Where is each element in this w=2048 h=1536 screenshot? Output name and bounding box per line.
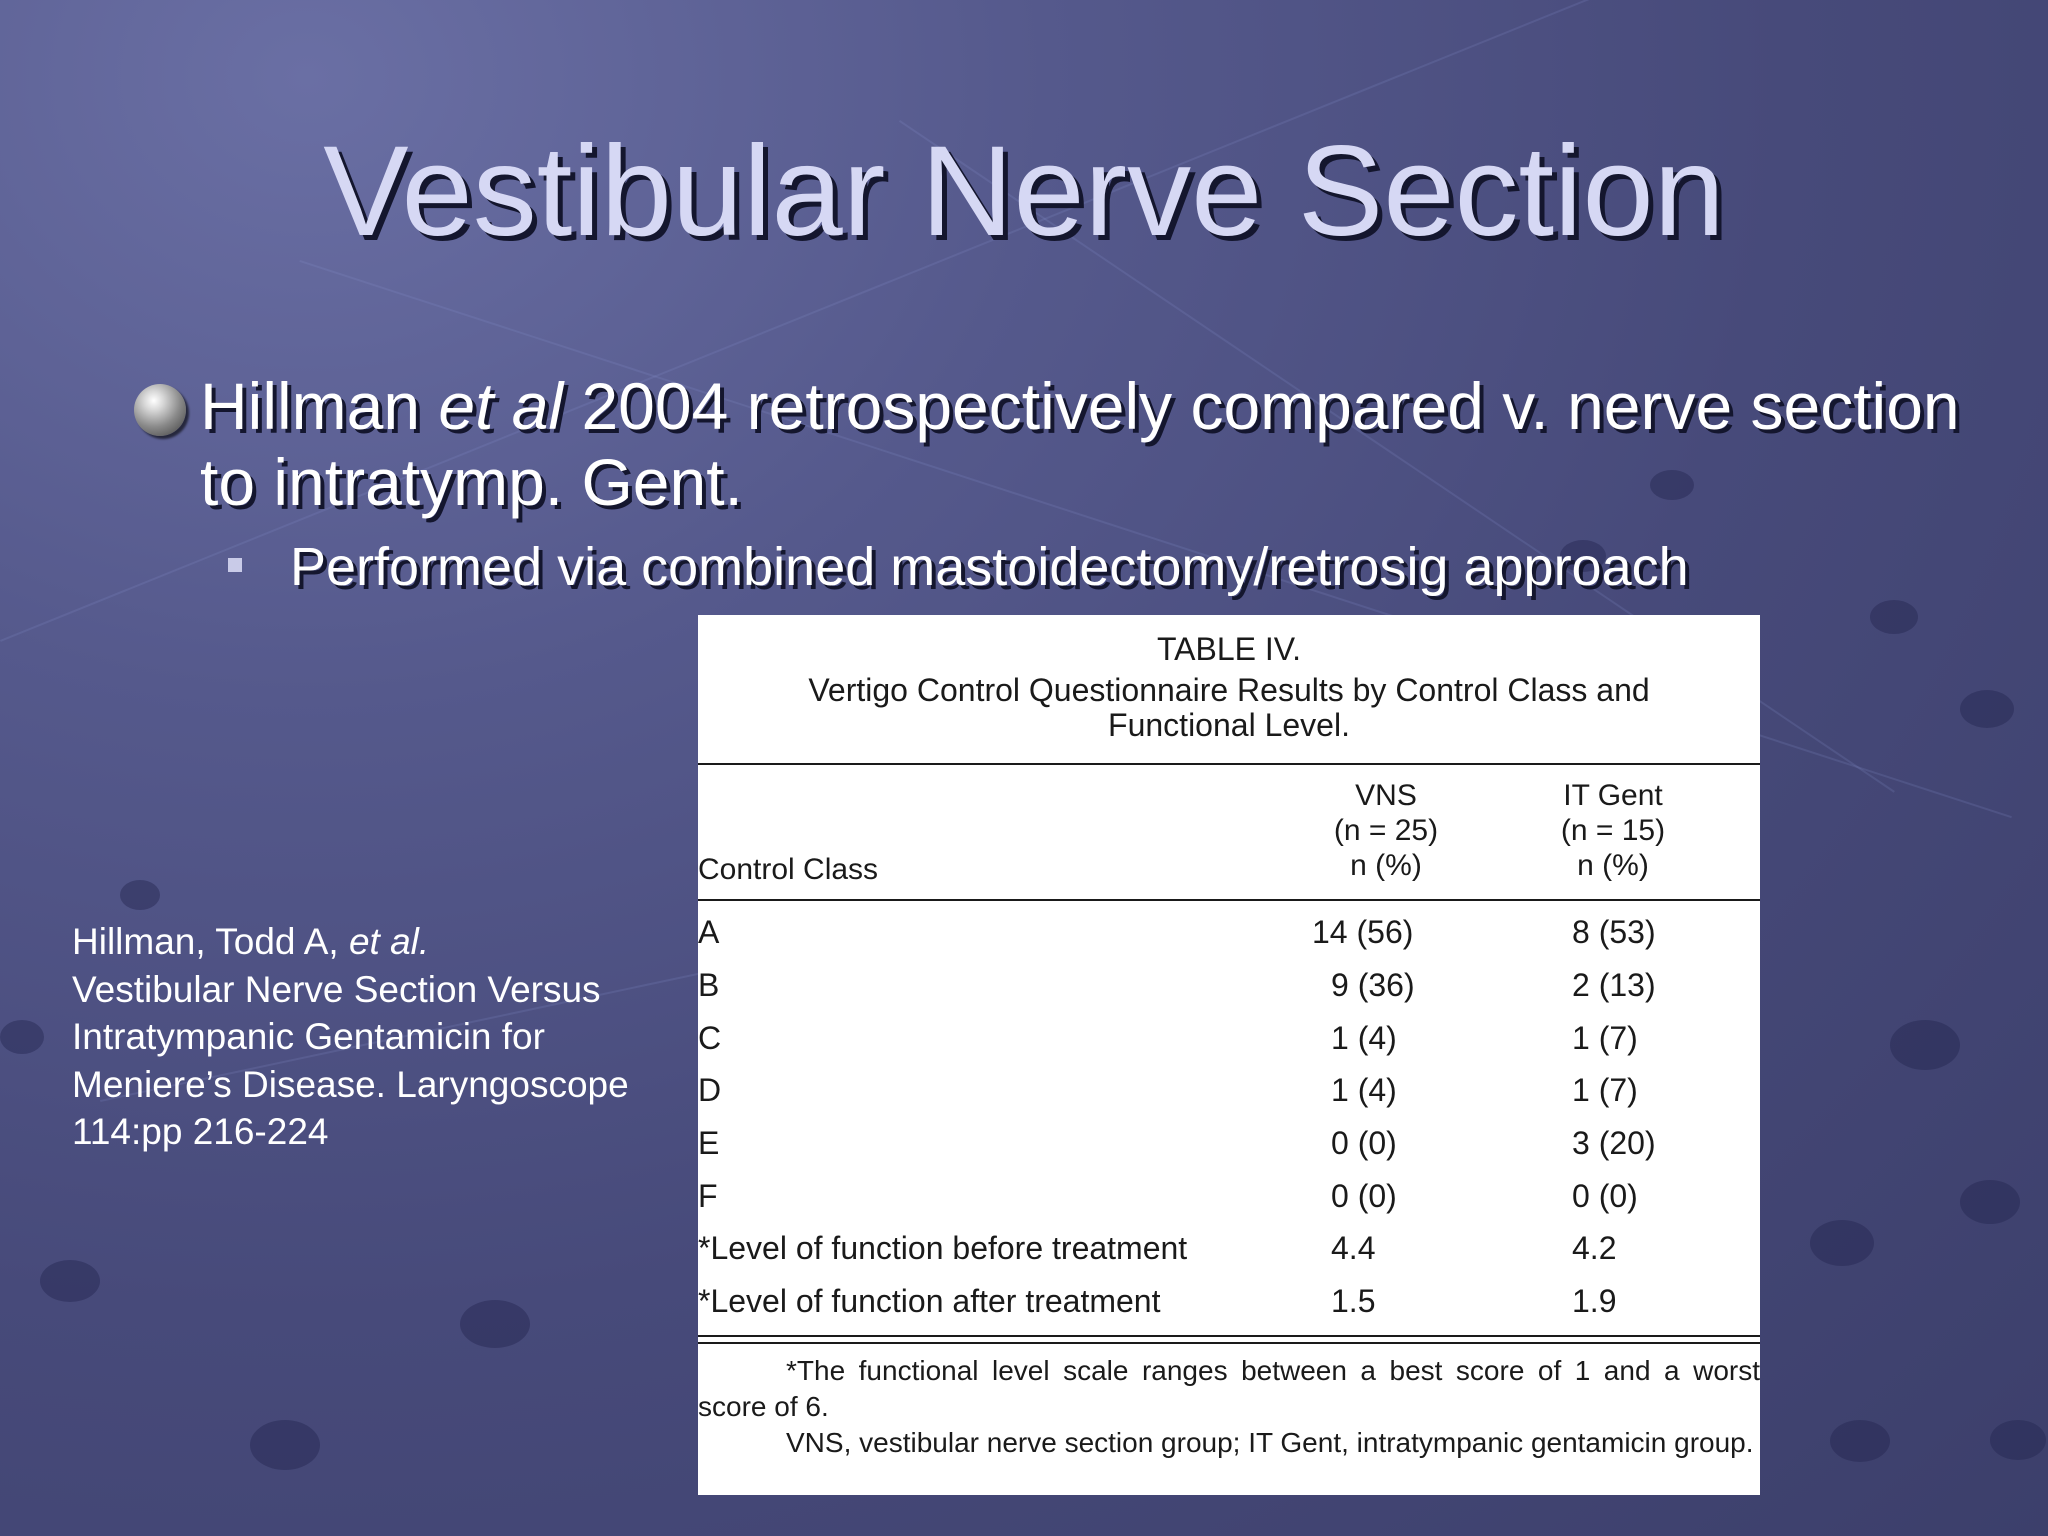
- square-bullet-icon: [228, 558, 242, 572]
- footnote-scale: *The functional level scale ranges between a best score of 1 and a worst score of 6.: [698, 1355, 1760, 1422]
- et-al-italic: et al: [438, 369, 564, 443]
- footnote-abbreviations: VNS, vestibular nerve section group; IT Gent, intratympanic gentamicin group.: [786, 1427, 1754, 1458]
- table-rule-header: [698, 899, 1760, 901]
- header-control-class: Control Class: [698, 853, 879, 886]
- header-vns: VNS (n = 25) n (%): [1333, 779, 1439, 882]
- results-table: TABLE IV. Vertigo Control Questionnaire Results by Control Class and Functional Level. Control Class VNS (n = 25) n (%) IT Gent (n = 15) n (%) A 14 (56) 8 (53) B 9 (36) 2 (13) C 1 (4) 1 (7) D 1 (4) 1 (7) E 0 (0) 3 (20) F 0 (0) 0 (0) *Level of function before treatment 4.4 4.2 *Level of function after treatment 1.5 1.9 *The functional level scale ranges between a best score of 1 and a worst score of 6. VNS, vestibular nerve section group; IT Gent, intratympanic gentamicin group.: [698, 615, 1760, 1495]
- table-footnotes: [698, 1353, 1760, 1461]
- table-caption: Vertigo Control Questionnaire Results by Control Class and Functional Level.: [808, 672, 1650, 743]
- bullet-sub-text: Performed via combined mastoidectomy/retrosig approach: [290, 537, 1689, 597]
- table-rule-bottom-1: [698, 1335, 1760, 1337]
- bullet-main-text: Hillman et al 2004 retrospectively compared v. nerve section to intratymp. Gent.: [200, 369, 1960, 519]
- citation: Hillman, Todd A, et al. Vestibular Nerve Section Versus Intratympanic Gentamicin for Meniere’s Disease. Laryngoscope 114:pp 216-224: [72, 921, 629, 1152]
- slide-title: Vestibular Nerve Section: [323, 120, 1725, 263]
- table-rule-bottom-2: [698, 1342, 1760, 1344]
- sphere-bullet-icon: [134, 384, 186, 436]
- bullet-main: [134, 368, 1994, 520]
- table-rule-top: [698, 763, 1760, 765]
- bullet-sub: [228, 534, 2028, 600]
- table-title: TABLE IV.: [1156, 631, 1302, 667]
- header-it-gent: IT Gent (n = 15) n (%): [1560, 779, 1666, 882]
